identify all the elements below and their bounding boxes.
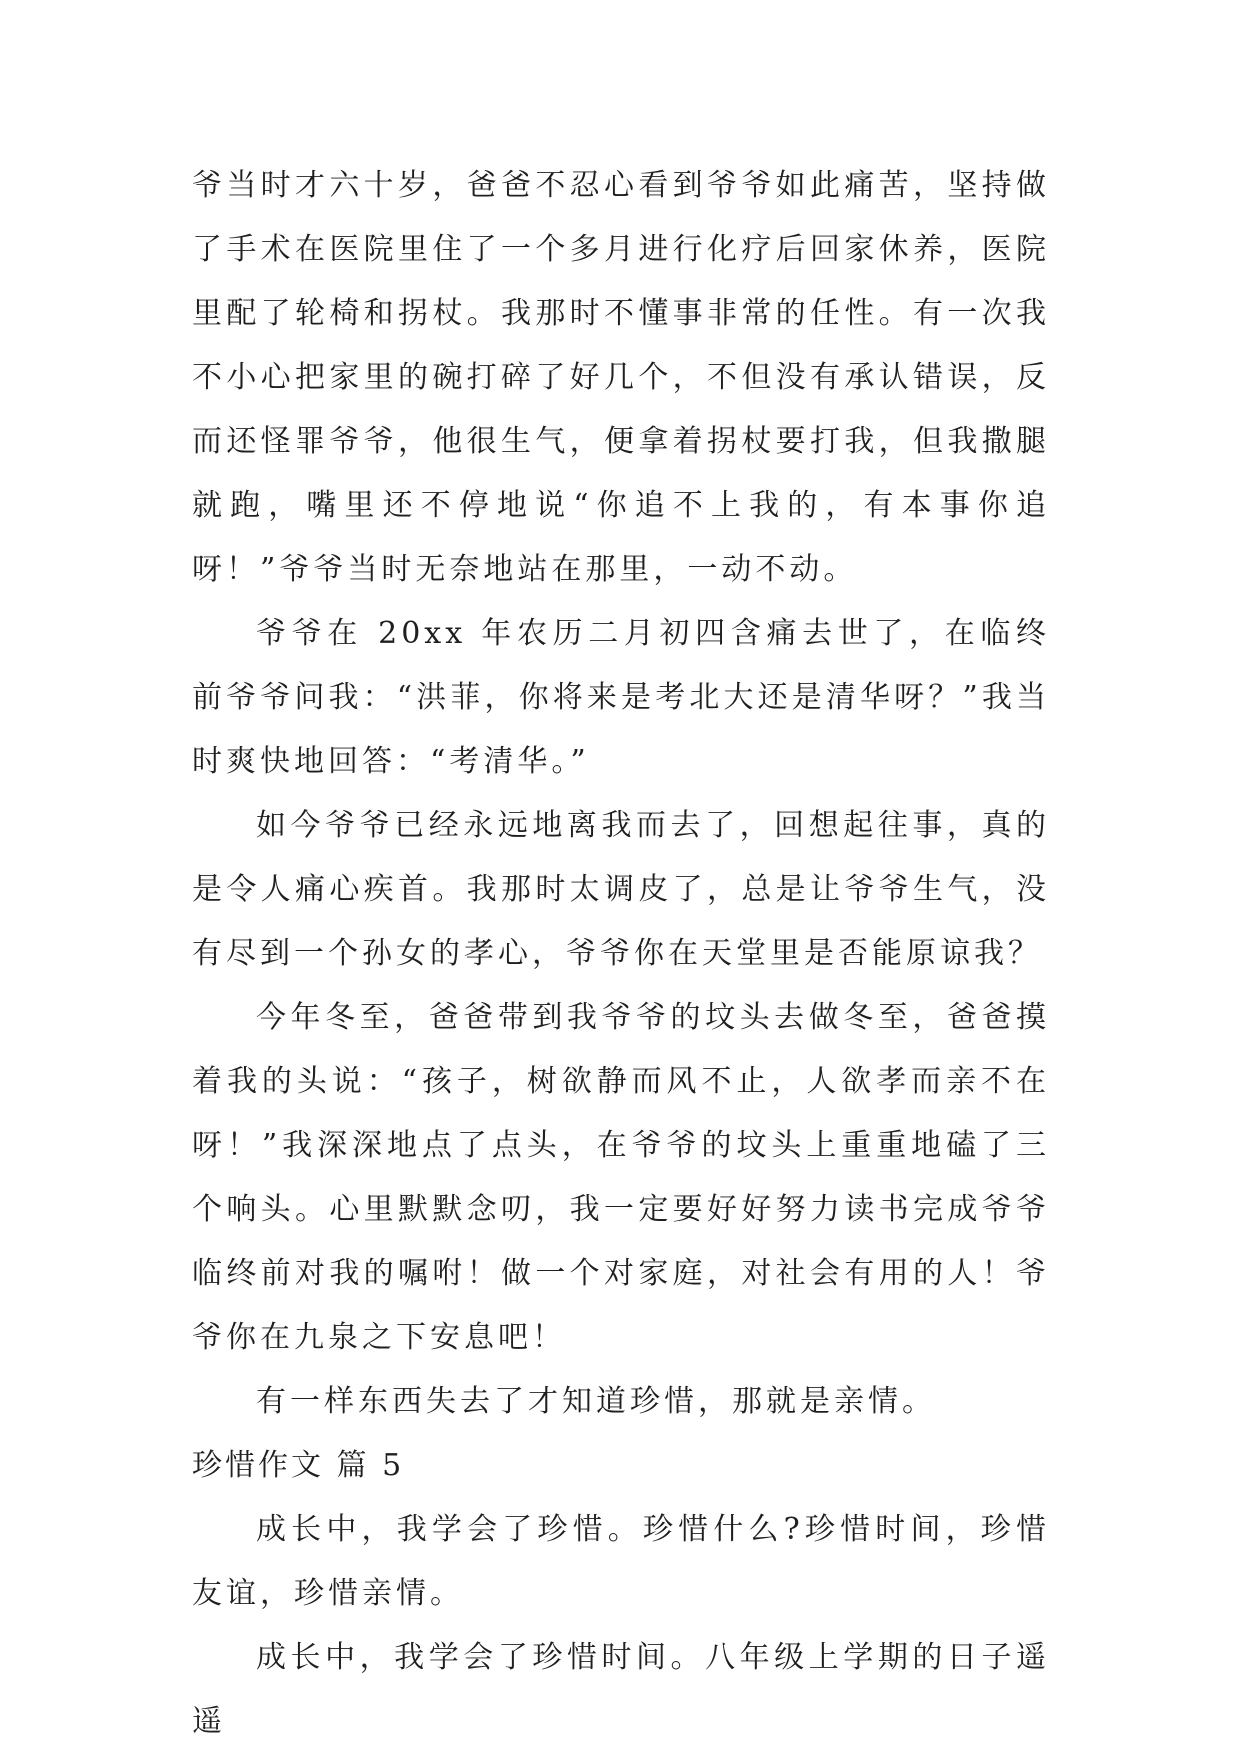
section-paragraph-1: 成长中，我学会了珍惜。珍惜什么?珍惜时间，珍惜友谊，珍惜亲情。: [192, 1512, 1050, 1611]
document-page: [192, 154, 1050, 1754]
section-heading: 珍惜作文 篇 5: [192, 1448, 405, 1483]
paragraph-2: 爷爷在 20xx 年农历二月初四含痛去世了，在临终前爷爷问我：“洪菲，你将来是考北大还是清华呀？”我当时爽快地回答：“考清华。”: [192, 616, 1050, 779]
paragraph-5: 有一样东西失去了才知道珍惜，那就是亲情。: [256, 1384, 936, 1419]
section-paragraph-2: 成长中，我学会了珍惜时间。八年级上学期的日子遥遥: [192, 1640, 1050, 1739]
paragraph-1: 爷当时才六十岁，爸爸不忍心看到爷爷如此痛苦，坚持做了手术在医院里住了一个多月进行化疗后回家休养，医院里配了轮椅和拐杖。我那时不懂事非常的任性。有一次我不小心把家里的碗打碎了好几个，不但没有承认错误，反而还怪罪爷爷，他很生气，便拿着拐杖要打我，但我撒腿就跑，嘴里还不停地说“你追不上我的，有本事你追呀！”爷爷当时无奈地站在那里，一动不动。: [192, 168, 1050, 587]
paragraph-3: 如今爷爷已经永远地离我而去了，回想起往事，真的是令人痛心疾首。我那时太调皮了，总是让爷爷生气，没有尽到一个孙女的孝心，爷爷你在天堂里是否能原谅我？: [192, 808, 1050, 971]
paragraph-4: 今年冬至，爸爸带到我爷爷的坟头去做冬至，爸爸摸着我的头说：“孩子，树欲静而风不止，人欲孝而亲不在呀！”我深深地点了点头，在爷爷的坟头上重重地磕了三个响头。心里默默念叨，我一定要好好努力读书完成爷爷临终前对我的嘱咐！做一个对家庭，对社会有用的人！爷爷你在九泉之下安息吧！: [192, 1000, 1050, 1355]
